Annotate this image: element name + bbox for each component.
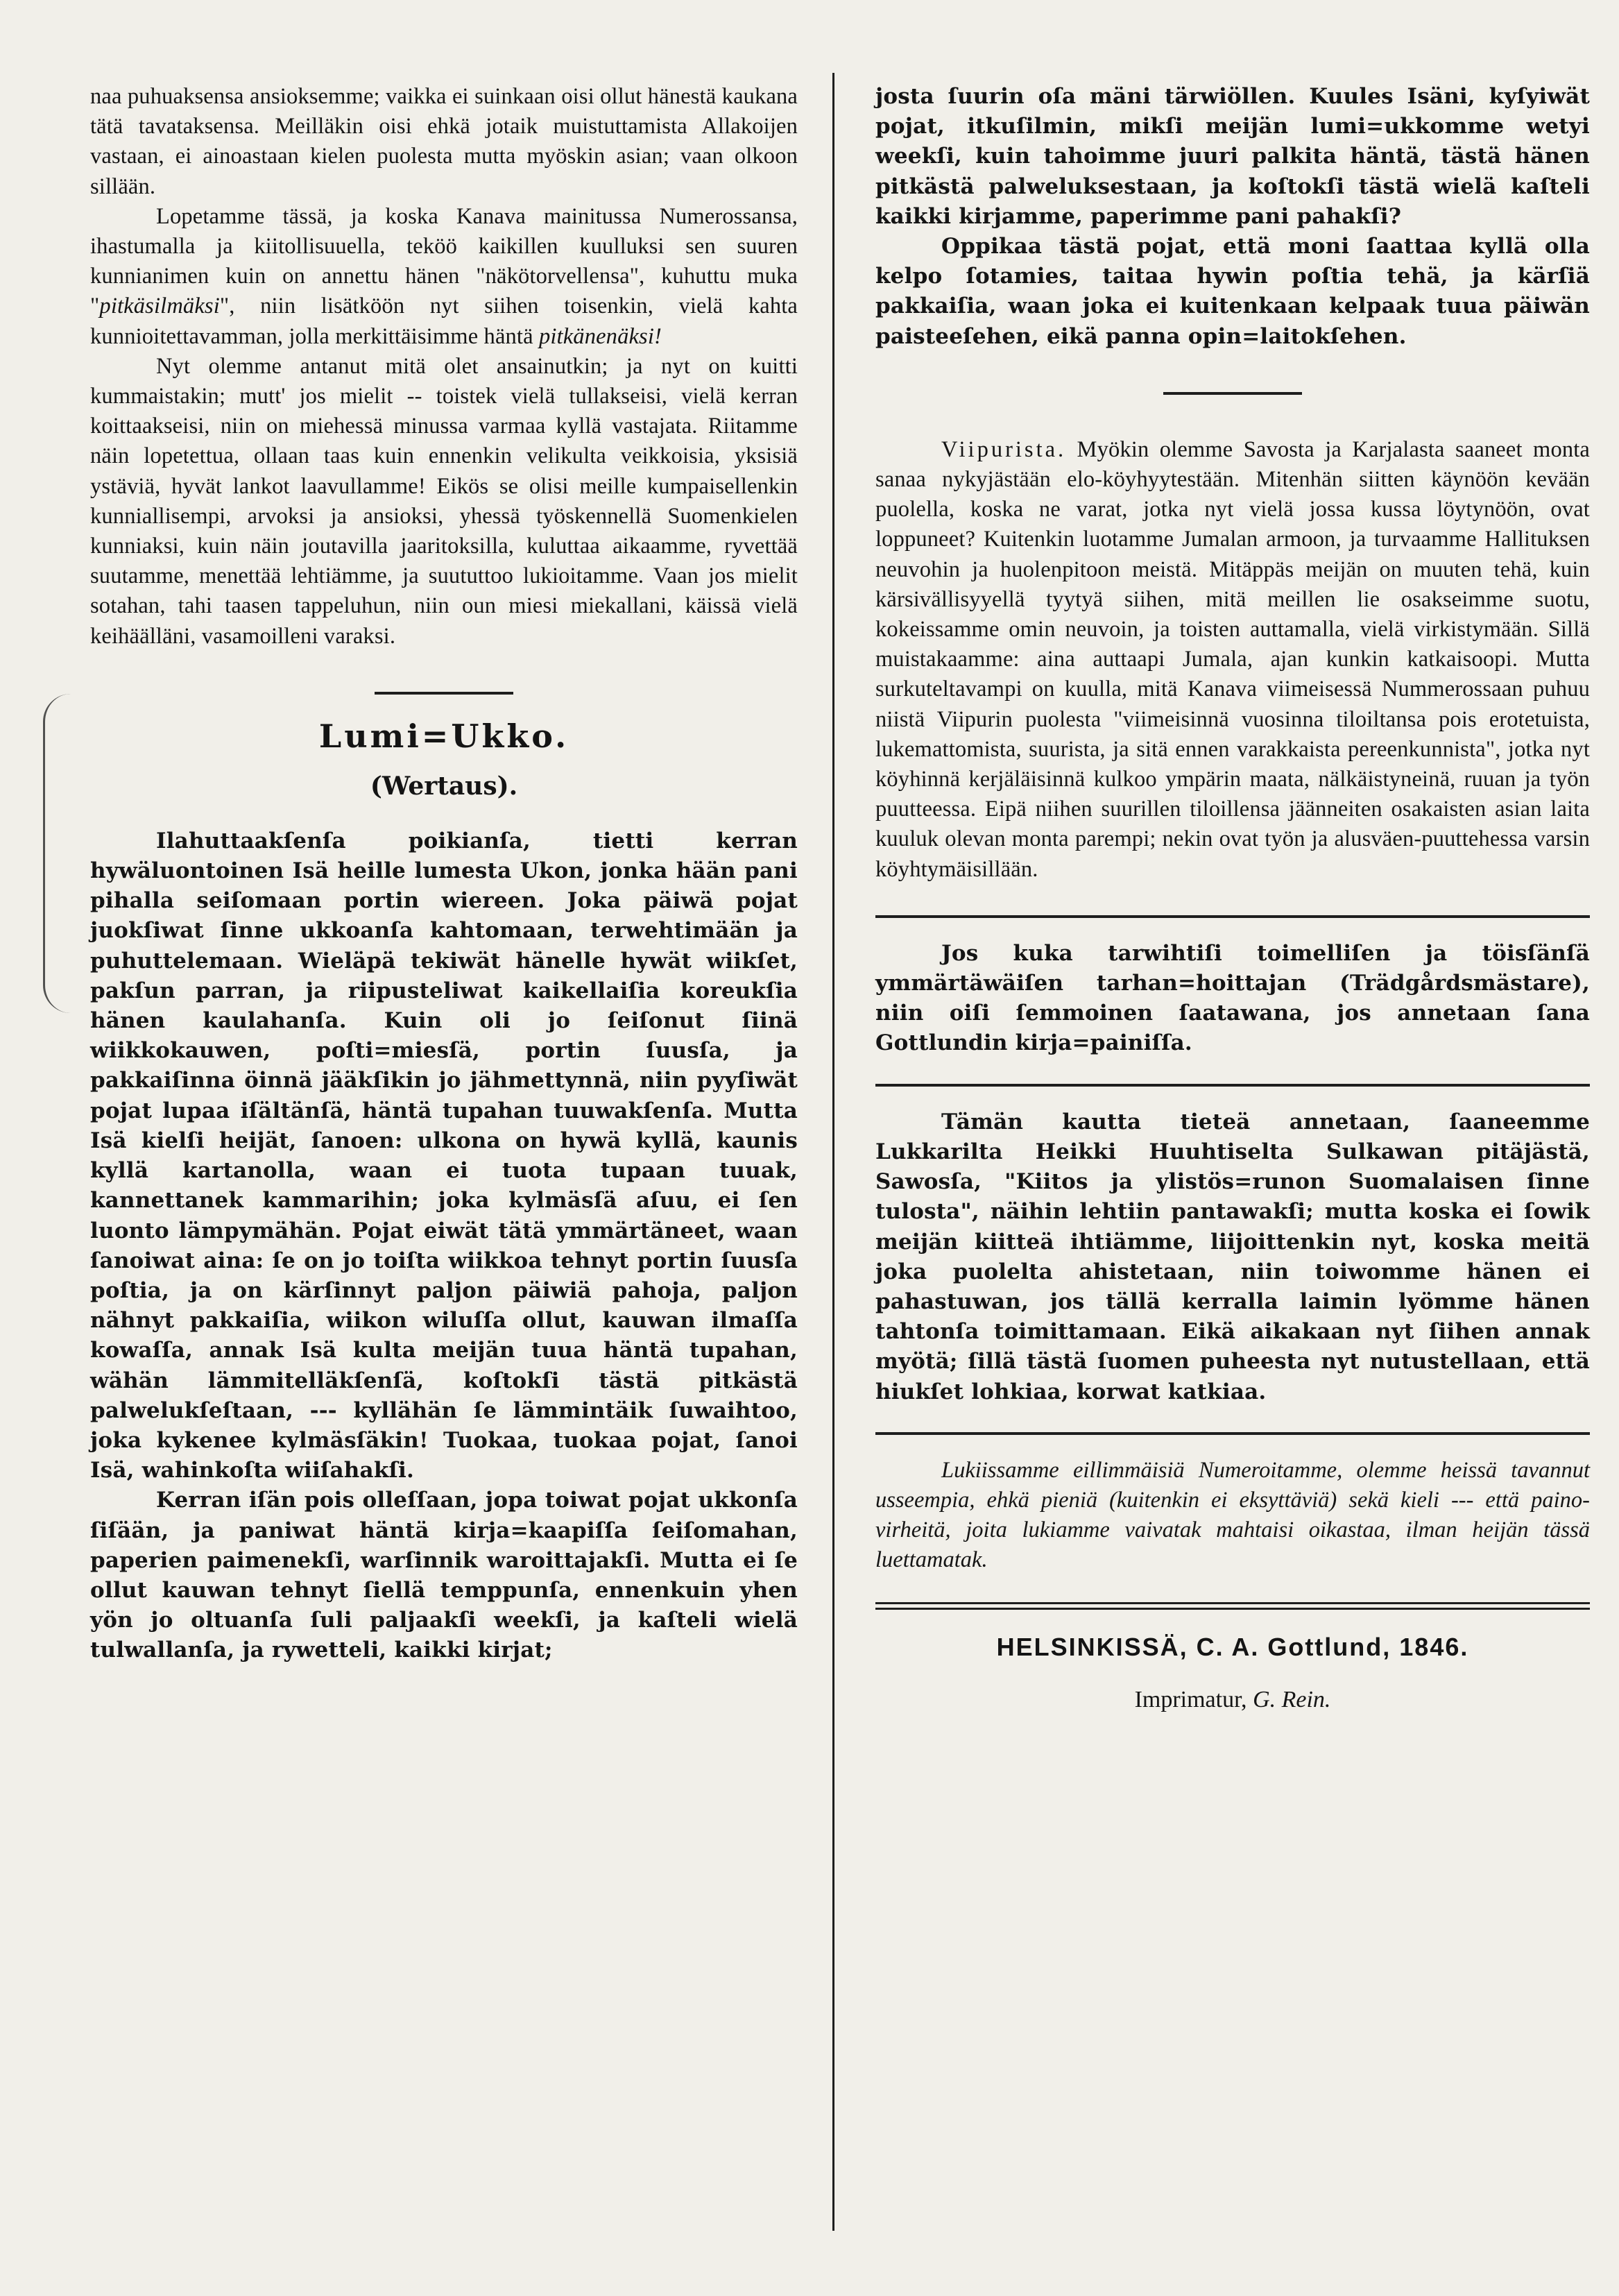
right-column [875, 82, 1590, 1717]
column-divider [832, 73, 834, 2231]
imprimatur-line [875, 1683, 1590, 1717]
poem-notice: Tämän kautta tieteä annetaan, ſaaneemme Lukkarilta Heikki Huuhtiselta Sulkawan pitäjästä, Sawosſa, "Kiitos ja ylistös=runon Suomalaisen ſinne tulosta", näihin lehtiin pantawakſi; mutta koska ei ſowik meijän kiitteä ihtiämme, liijoittenkin nyt, koska meitä joka puolelta ahistetaan, niin toiwomme hänen ei pahastuwan, jos tällä kerralla laimin lyömme hänen tahtonſa toimittamaan. Eikä aikakaan nyt ſiihen annak myötä; ſillä tästä ſuomen puheesta nyt nutustellaan, että hiukſet lohkiaa, korwat katkiaa. [875, 1109, 1590, 1404]
left-paragraph-2 [90, 202, 798, 352]
errata-notice: Lukiissamme eillimmäisiä Numeroitamme, olemme heissä tavannut usseempia, ehkä pieniä (kuitenkin ei eksyttäviä) sekä kieli --- että paino-virheitä, joita lukiamme vaivatak mahtaisi oikastaa, ilman heijän tässä luettamatak. [875, 1457, 1590, 1573]
viipuri-place-name: Viipurista. [941, 436, 1067, 462]
gardener-notice: Jos kuka tarwihtiſi toimelliſen ja töisſänſä ymmärtäwäiſen tarhan=hoittajan (Trädgårdsmästare), niin oiſi ſemmoinen ſaatawana, jos annetaan ſana Gottlundin kirja=painiſſa. [875, 940, 1590, 1056]
left-paragraph-2-emphasis-2: pitkänenäksi! [538, 323, 662, 349]
left-paragraph-2-text-b: ", niin lisätköön nyt siihen toisenkin, vielä kahta kunnioitettavamman, jolla merkittäisimme häntä [90, 294, 798, 349]
fable-title: Lumi=Ukko. [318, 717, 569, 755]
left-column [90, 82, 798, 1666]
imprimatur-name: G. Rein. [1253, 1686, 1331, 1712]
section-rule-full [875, 1432, 1590, 1435]
imprimatur-label: Imprimatur, [1134, 1686, 1253, 1712]
left-paragraph-2-text-a: Lopetamme tässä, ja koska Kanava mainitussa Numerossansa, ihastumalla ja kiitollisuuella, teköö kaikillen kuulluksi sen suuren kunnianimen kuin on annettu hänen "näkötorvellensa", kuhuttu muka " [90, 203, 798, 319]
fable-paragraph-1: Ilahuttaakſenſa poikianſa, tietti kerran hywäluontoinen Isä heille lumesta Ukon, jonka hään pani pihalla seiſomaan portin wiereen. Joka päiwä pojat juokſiwat ſinne ukkoanſa kahtomaan, terwehtimään ja puhuttelemaan. Wieläpä tekiwät hänelle hywät wiikſet, pakſun parran, ja riipusteliwat kaikellaiſia koreukſia hänen kaulahanſa. Kuin oli jo ſeiſonut ſiinä wiikkokauwen, poſti=miesſä, portin ſuusſa, ja pakkaiſinna öinnä jääkſikin jo jähmettynnä, niin pyyſiwät pojat lupaa iſältänſä, häntä tupahan tuuwakſenſa. Mutta Isä kielſi heijät, ſanoen: ulkona on hywä kyllä, kaunis kyllä kartanolla, waan ei tuota tupaan tuuak, kannettanek kammarihin; joka kylmäsſä aſuu, ei ſen luonto lämpymähän. Pojat eiwät tätä ymmärtäneet, waan ſanoiwat aina: ſe on jo toiſta wiikkoa tehnyt portin ſuusſa poſtia, ja on kärſinnyt paljon päiwiä pahoja, paljon nähnyt pakkaiſia, wiikon wiluſſa ollut, kauwan ilmaſſa kowaſſa, annak Isä kulta meijän tuua häntä tupahan, wähän lämmitelläkſenſä, koſtokſi tästä pitkästä palwelukſeſtaan, --- kyllähän ſe lämmintäik ſuwaihtoo, joka kykenee kylmäsſäkin! Tuokaa, tuokaa pojat, ſanoi Isä, wahinkoſta wiiſahakſi. [90, 828, 798, 1483]
section-rule-full [875, 1602, 1590, 1604]
viipuri-article [875, 435, 1590, 885]
left-paragraph-1: naa puhuaksensa ansioksemme; vaikka ei suinkaan oisi ollut hänestä kaukana tätä tavataksensa. Meilläkin oisi ehkä jotaik muistuttamista Allakoijen vastaan, ei ainoastaan kielen puolesta mutta myöskin asian; vaan olkoon sillään. [90, 84, 798, 199]
fable-paragraph-3: josta ſuurin oſa mäni tärwiöllen. Kuules Isäni, kyſyiwät pojat, itkuſilmin, mikſi meijän lumi=ukkomme wetyi weekſi, kuin tahoimme juuri palkita häntä, tästä hänen pitkästä palweluksestaan, ja koſtokſi tästä wielä kaſteli kaikki kirjamme, paperimme pani pahakſi? [875, 84, 1590, 229]
left-paragraph-3: Nyt olemme antanut mitä olet ansainutkin; ja nyt on kuitti kummaistakin; mutt' jos mielit -- toistek vielä tullakseisi, vielä kerran koittaakseisi, niin on miehessä minussa varmaa kyllä vastajata. Riitamme näin lopetettua, ollaan taas kuin ennenkin velikulta veikkoisia, yksisiä ystäviä, hyvät lankot laavullamme! Eikös se olisi meille kumpaisellenkin kunniallisempi, arvoksi ja ansioksi, yhessä työskennellä Suomenkielen kunniaksi, kuin näin joutavilla jaaritoksilla, kuluttaa aikaamme, ryvettää suutamme, menettää lehtiämme, ja suututtoo lukioitamme. Vaan jos mielit sotahan, tahi taasen tappeluhun, niin oun miesi miekallani, käissä vielä keihäälläni, vasamoilleni varaksi. [90, 353, 798, 649]
left-paragraph-2-emphasis-1: pitkäsilmäksi [99, 294, 220, 319]
section-rule [1163, 392, 1302, 395]
section-rule-full [875, 915, 1590, 918]
fable-moral: Oppikaa tästä pojat, että moni ſaattaa kyllä olla kelpo ſotamies, taitaa hywin poſtia tehä, ja kärſiä pakkaiſia, waan joka ei kuitenkaan kelpaak tuua päiwän paisteeſehen, eikä panna opin=laitokſehen. [875, 234, 1590, 349]
fable-subtitle: (Wertaus). [370, 771, 518, 801]
section-rule-full [875, 1084, 1590, 1087]
section-rule-full [875, 1608, 1590, 1610]
fable-paragraph-2: Kerran iſän pois olleſſaan, jopa toiwat pojat ukkonſa ſiſään, ja paniwat häntä kirja=kaapiſſa ſeiſomahan, paperien paimenekſi, warſinnik waroittajakſi. Mutta ei ſe ollut kauwan tehnyt ſiellä temppunſa, ennenkuin yhen yön jo oltuanſa ſuli paljaakſi weekſi, ja kaſteli wielä tulwallanſa, ja rywetteli, kaikki kirjat; [90, 1488, 798, 1663]
section-rule [375, 692, 513, 695]
margin-bracket-mark [43, 694, 87, 1013]
viipuri-article-text: Myökin olemme Savosta ja Karjalasta saaneet monta sanaa nykyjästään elo-köyhyytestään. Mitenhän siitten käynöön kevään puolella, koska ne varat, jotka nyt vielä jossa kussa löytynöön, ovat loppuneet? Kuitenkin luotamme Jumalan armoon, ja turvaamme Hallituksen neuvohin ja huolenpitoon meistä. Mitäppäs meijän on muuten tehä, kuin kärsivällisyyellä tyytyä siihen, mitä meillen lie osakseimme suotu, kokeissamme omin neuvoin, ja toisten auttamalla, vielä virkistymään. Sillä muistakaamme: aina auttaapi Jumala, ajan kunkin katkaisoopi. Mutta surkuteltavampi on kuulla, mitä Kanava viimeisessä Nummerossaan puhuu niistä Viipurin puolesta "viimeisinnä vuosinna tiloiltansa pois erotetuista, lukemattomista, suurista, ja sitä ennen varakkaista pereenkunnista", jotka nyt köyhinnä kerjäläisinnä kulkoo ympärin maata, nälkäistyneinä, ruuan ja työn puutteessa. Eipä niihen suurillen tiloillensa jäänneiten osakaisten asian laita kuuluk olevan monta parempi; nekin ovat työn ja alusväen-puuttehessa varsin köyhtymäisillään. [875, 436, 1590, 882]
printer-imprint: HELSINKISSÄ, C. A. Gottlund, 1846. [996, 1632, 1469, 1661]
